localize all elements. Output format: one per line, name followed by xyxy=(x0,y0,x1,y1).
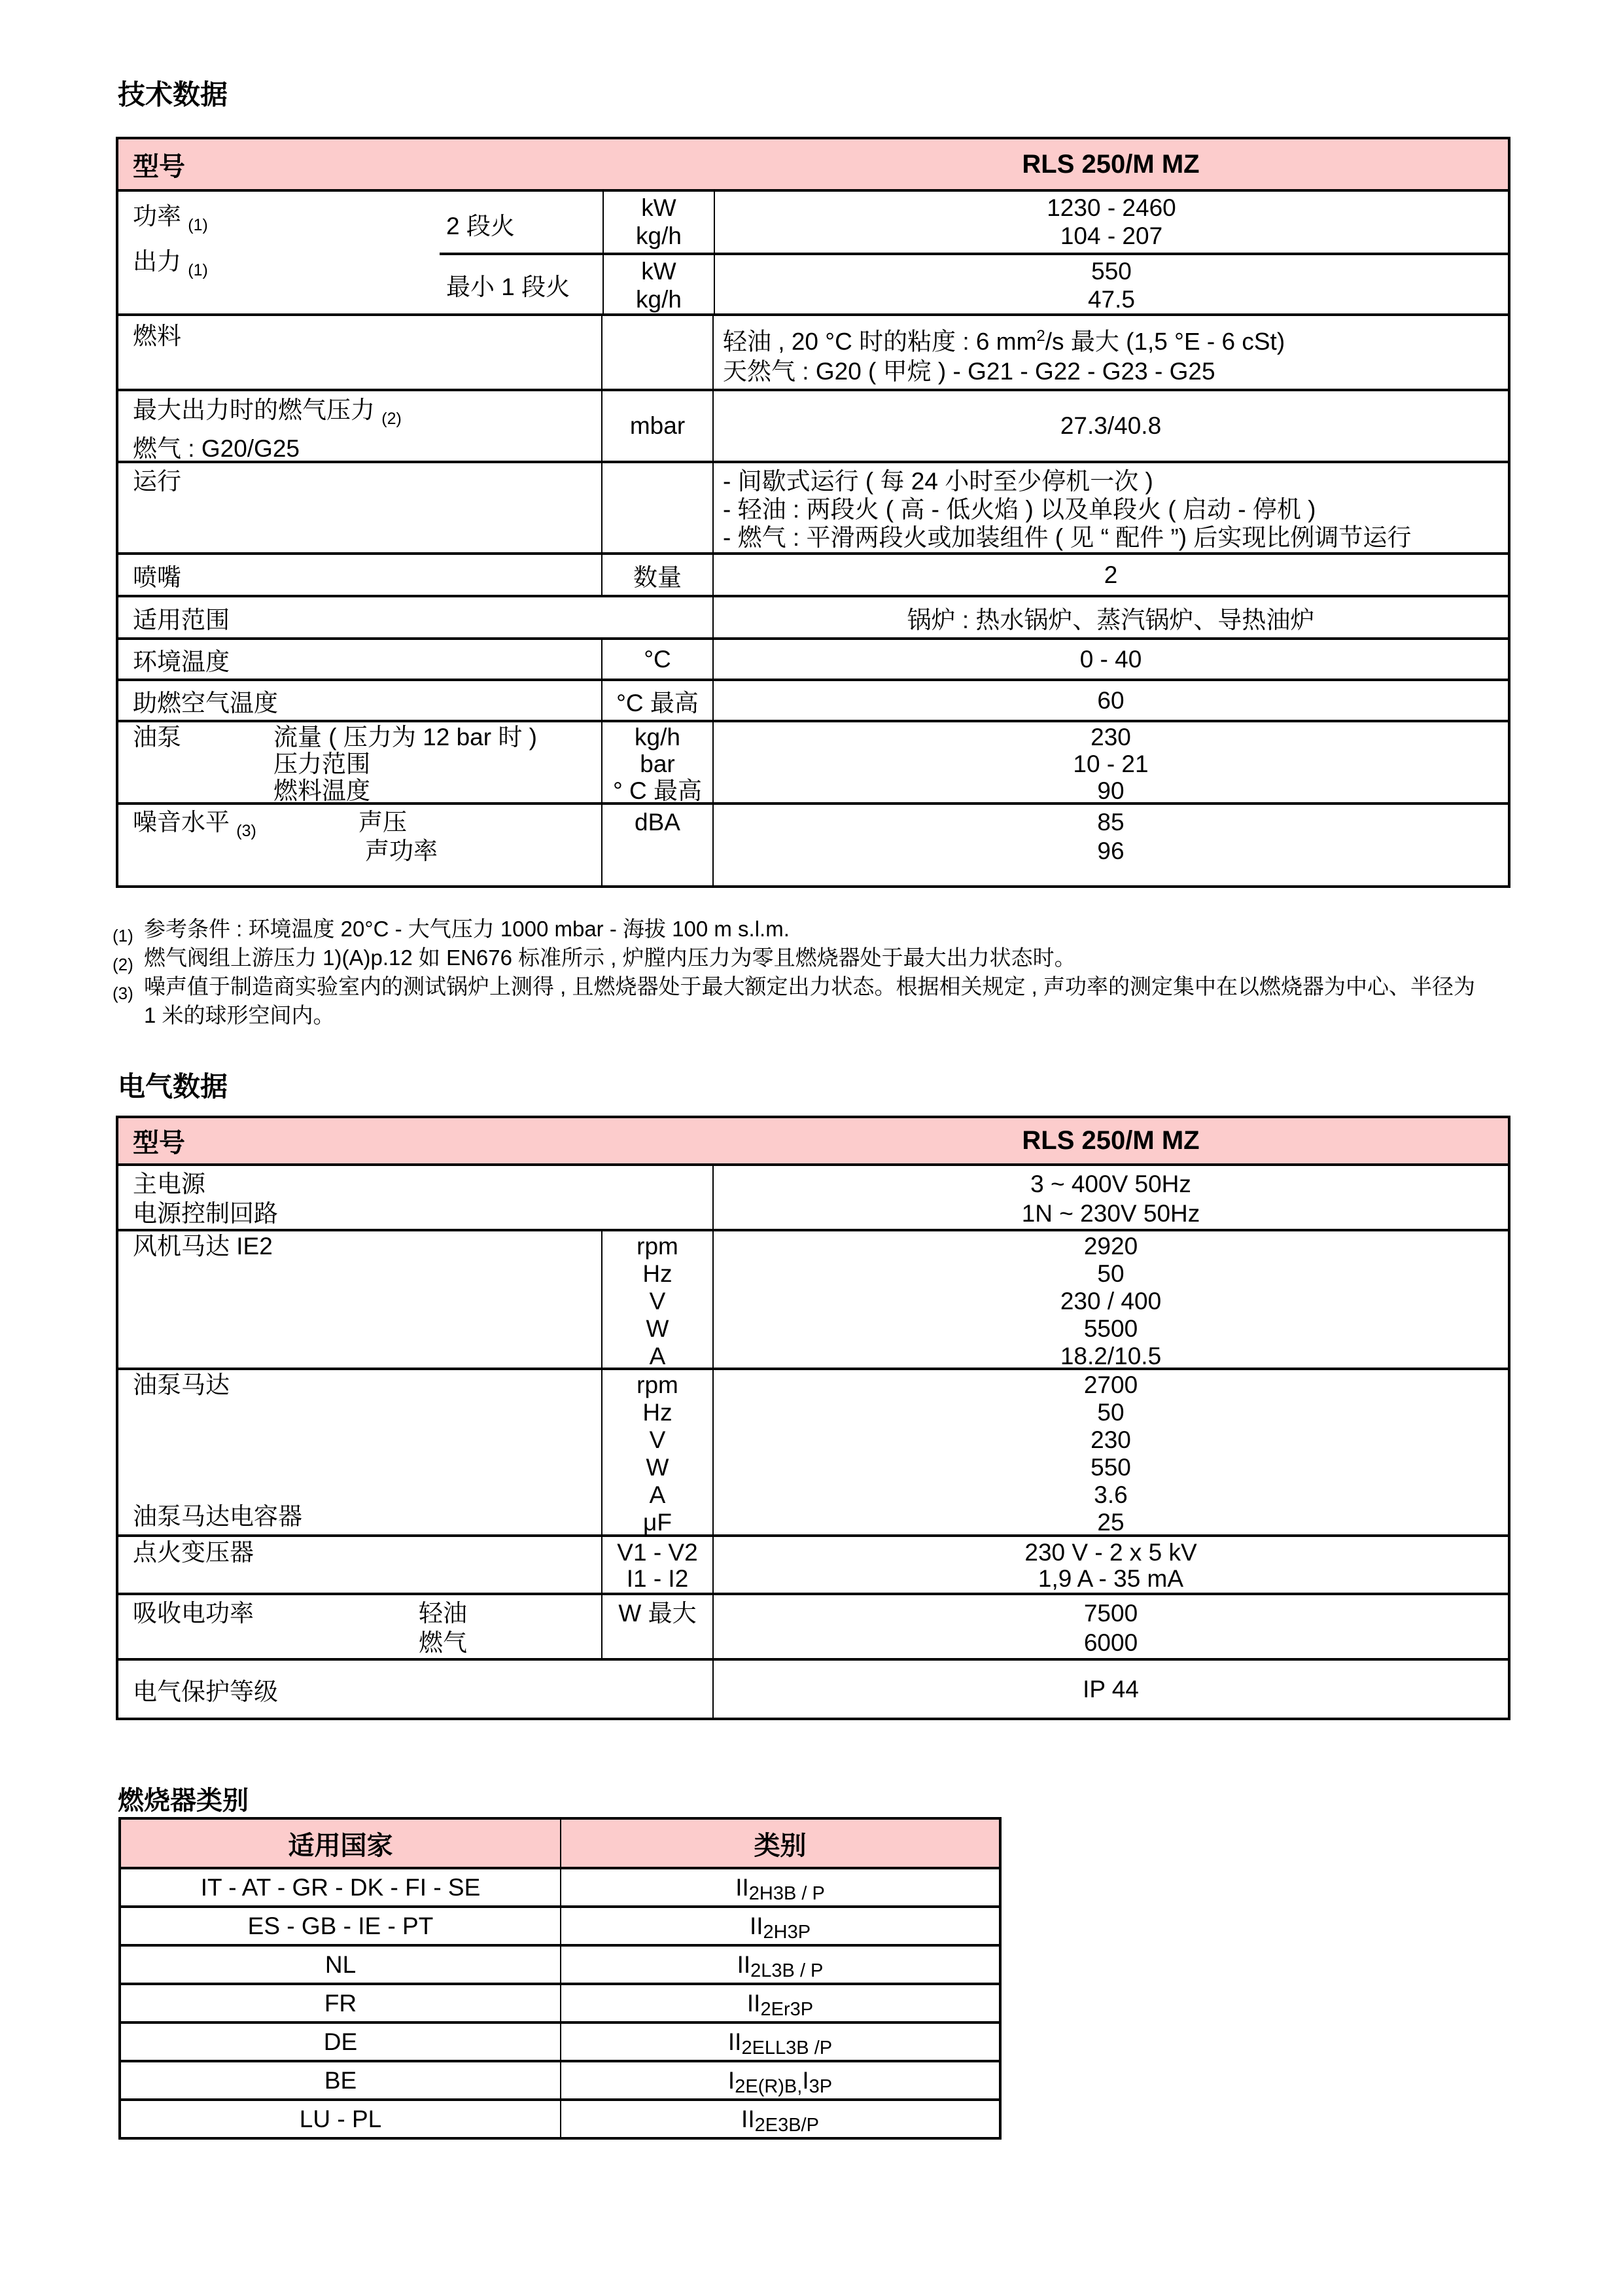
category-cell: II 2E3B/P xyxy=(741,2105,819,2136)
min-one-stage-label: 最小 1 段火 xyxy=(446,274,570,300)
footnote-3: (3) 噪声值于制造商实验室内的测试锅炉上测得 , 且燃烧器处于最大额定出力状态。根据相关规定 , 声功率的测定集中在以燃烧器为中心、半径为 xyxy=(113,974,1476,1003)
footnote-2: (2) 燃气阀组上游压力 1)(A)p.12 如 EN676 标准所示 , 炉膛内压力为零且燃烧器处于最大出力状态时。 xyxy=(113,945,1076,974)
category-row xyxy=(121,1983,999,2021)
application-label: 适用范围 xyxy=(118,597,714,637)
operation-unit-empty xyxy=(601,463,714,552)
mains-labels: 主电源 电源控制回路 xyxy=(118,1166,714,1229)
model-header-value: RLS 250/M MZ xyxy=(1022,149,1200,179)
ambient-temperature-value: 0 - 40 xyxy=(1079,645,1142,673)
nozzle-value: 2 xyxy=(1104,561,1118,588)
absorbed-unit: W 最大 xyxy=(601,1595,714,1658)
row-oil-pump xyxy=(118,720,1508,802)
row-power-output xyxy=(118,189,1508,313)
category-cell: II 2Er3P xyxy=(746,1989,814,2020)
section-title-electrical-data: 电气数据 xyxy=(118,1071,228,1102)
row-air-temperature xyxy=(118,679,1508,720)
noise-label: 噪音水平 $_{(3)}$ xyxy=(133,809,256,840)
row-absorbed-power xyxy=(118,1593,1508,1658)
model-header-label: 型号 xyxy=(133,152,185,181)
ignition-values: 230 V - 2 x 5 kV 1,9 A - 35 mA xyxy=(1024,1539,1197,1592)
fuel-label: 燃料 xyxy=(133,323,181,349)
model-header-label: 型号 xyxy=(133,1129,185,1157)
footnote-3-continued: 1 米的球形空间内。 xyxy=(144,1003,335,1027)
row-electrical-protection xyxy=(118,1658,1508,1718)
oil-pump-values: 230 10 - 21 90 xyxy=(1073,724,1149,804)
category-cell: II 2L3B / P xyxy=(737,1951,824,1981)
row-ignition-transformer xyxy=(118,1534,1508,1593)
subrow-min-one-stage xyxy=(440,253,1508,313)
oil-pump-label-group xyxy=(118,722,601,802)
power-output-subrows xyxy=(440,192,1508,313)
application-value: 锅炉 : 热水锅炉、蒸汽锅炉、导热油炉 xyxy=(907,606,1315,633)
row-pump-motor xyxy=(118,1368,1508,1534)
protection-label: 电气保护等级 xyxy=(118,1661,714,1718)
fuel-unit-empty xyxy=(601,316,714,389)
row-application xyxy=(118,595,1508,637)
absorbed-sublabels: 轻油 燃气 xyxy=(419,1600,467,1656)
gas-pressure-unit: mbar xyxy=(601,391,714,461)
oil-pump-units: kg/h bar ° C 最高 xyxy=(601,722,714,802)
row-operation xyxy=(118,461,1508,552)
oil-pump-sublabels: 流量 ( 压力为 12 bar 时 ) 压力范围 燃料温度 xyxy=(273,724,537,804)
pump-motor-capacitor-label: 油泵马达电容器 xyxy=(133,1503,302,1530)
country-cell: IT - AT - GR - DK - FI - SE xyxy=(121,1869,561,1905)
gas-pressure-label: 最大出力时的燃气压力 $_{(2)}$ 燃气 : G20/G25 xyxy=(133,397,402,462)
burner-categories-table xyxy=(118,1817,1002,2140)
row-noise-level xyxy=(118,802,1508,885)
operation-label: 运行 xyxy=(133,468,181,495)
category-row xyxy=(121,2060,999,2098)
ambient-temperature-label: 环境温度 xyxy=(133,648,230,675)
category-row xyxy=(121,1944,999,1983)
ignition-label: 点火变压器 xyxy=(133,1539,254,1566)
min-one-stage-units: kW kg/h xyxy=(602,255,715,313)
pump-motor-units: rpm Hz V W A μF xyxy=(601,1370,714,1534)
country-cell: ES - GB - IE - PT xyxy=(121,1908,561,1944)
noise-label-group xyxy=(118,805,601,885)
table-header-row xyxy=(118,139,1508,189)
row-ambient-temperature xyxy=(118,637,1508,679)
pump-motor-values: 2700 50 230 550 3.6 25 xyxy=(1083,1371,1138,1536)
absorbed-label-group xyxy=(118,1595,601,1658)
countries-header: 适用国家 xyxy=(121,1820,561,1867)
category-cell: I 2E(R)B, I 3P xyxy=(727,2066,833,2097)
footnotes xyxy=(113,915,1591,1030)
noise-values: 85 96 xyxy=(1097,809,1125,864)
row-fan-motor xyxy=(118,1229,1508,1368)
category-cell: II 2H3B / P xyxy=(735,1873,825,1904)
ignition-units: V1 - V2 I1 - I2 xyxy=(601,1537,714,1593)
technical-data-table xyxy=(116,137,1510,888)
row-mains-supply xyxy=(118,1163,1508,1229)
ambient-temperature-unit: °C xyxy=(601,640,714,679)
pump-motor-labels xyxy=(118,1370,601,1534)
two-stage-units: kW kg/h xyxy=(602,192,715,253)
country-cell: BE xyxy=(121,2062,561,2098)
min-one-stage-values: 550 47.5 xyxy=(1087,258,1135,313)
category-cell: II 2ELL3B /P xyxy=(727,2028,833,2058)
category-row xyxy=(121,2098,999,2137)
section-title-technical-data: 技术数据 xyxy=(118,79,228,110)
oil-pump-label: 油泵 xyxy=(133,724,181,751)
protection-value: IP 44 xyxy=(1083,1675,1139,1703)
two-stage-values: 1230 - 2460 104 - 207 xyxy=(1047,194,1176,249)
category-row xyxy=(121,1867,999,1905)
footnote-1: (1) 参考条件 : 环境温度 20°C - 大气压力 1000 mbar - 海拔 100 m s.l.m. xyxy=(113,917,790,945)
noise-sublabels: 声压 声功率 xyxy=(358,809,438,864)
noise-unit: dBA xyxy=(601,805,714,885)
country-cell: FR xyxy=(121,1985,561,2021)
categories-header-row xyxy=(121,1820,999,1867)
category-row xyxy=(121,2021,999,2060)
category-header: 类别 xyxy=(754,1831,807,1860)
two-stage-label: 2 段火 xyxy=(446,213,515,239)
pump-motor-label: 油泵马达 xyxy=(133,1371,230,1398)
country-cell: NL xyxy=(121,1947,561,1983)
row-gas-pressure xyxy=(118,389,1508,461)
category-cell: II 2H3P xyxy=(749,1912,811,1943)
table-header-row xyxy=(118,1118,1508,1163)
nozzle-label: 喷嘴 xyxy=(133,563,181,591)
model-header-value: RLS 250/M MZ xyxy=(1022,1126,1200,1155)
electrical-data-table xyxy=(116,1116,1510,1720)
air-temperature-unit: °C 最高 xyxy=(601,681,714,720)
section-title-burner-categories: 燃烧器类别 xyxy=(118,1786,249,1815)
absorbed-values: 7500 6000 xyxy=(1083,1600,1138,1656)
subrow-two-stage xyxy=(440,192,1508,253)
fan-motor-label: 风机马达 IE2 xyxy=(133,1233,273,1260)
fan-motor-units: rpm Hz V W A xyxy=(601,1231,714,1368)
gas-pressure-value: 27.3/40.8 xyxy=(1060,412,1162,439)
fuel-value: 轻油 , 20 °C 时的粘度 : 6 $mm^2/s$ 最大 (1,5 °E - 6 cSt) 天然气 : G20 ( 甲烷 ) - G21 - G22 - G23 - G25 xyxy=(723,327,1285,385)
country-cell: DE xyxy=(121,2024,561,2060)
row-nozzle xyxy=(118,552,1508,595)
absorbed-label: 吸收电功率 xyxy=(133,1600,254,1627)
air-temperature-label: 助燃空气温度 xyxy=(133,689,278,716)
operation-value: - 间歇式运行 ( 每 24 小时至少停机一次 ) - 轻油 : 两段火 ( 高 - 低火焰 ) 以及单段火 ( 启动 - 停机 ) - 燃气 : 平滑两段火或加装组件 ( 见 “ 配件 ”) 后实现比例调节运行 xyxy=(723,468,1412,551)
nozzle-unit: 数量 xyxy=(601,555,714,595)
air-temperature-value: 60 xyxy=(1097,686,1125,714)
power-output-label: 功率 $_{(1)}$ 出力 $_{(1)}$ xyxy=(133,203,208,279)
country-cell: LU - PL xyxy=(121,2101,561,2137)
row-fuel xyxy=(118,313,1508,389)
mains-values: 3 ~ 400V 50Hz 1N ~ 230V 50Hz xyxy=(1021,1171,1200,1227)
fan-motor-values: 2920 50 230 / 400 5500 18.2/10.5 xyxy=(1060,1233,1162,1369)
category-row xyxy=(121,1905,999,1944)
